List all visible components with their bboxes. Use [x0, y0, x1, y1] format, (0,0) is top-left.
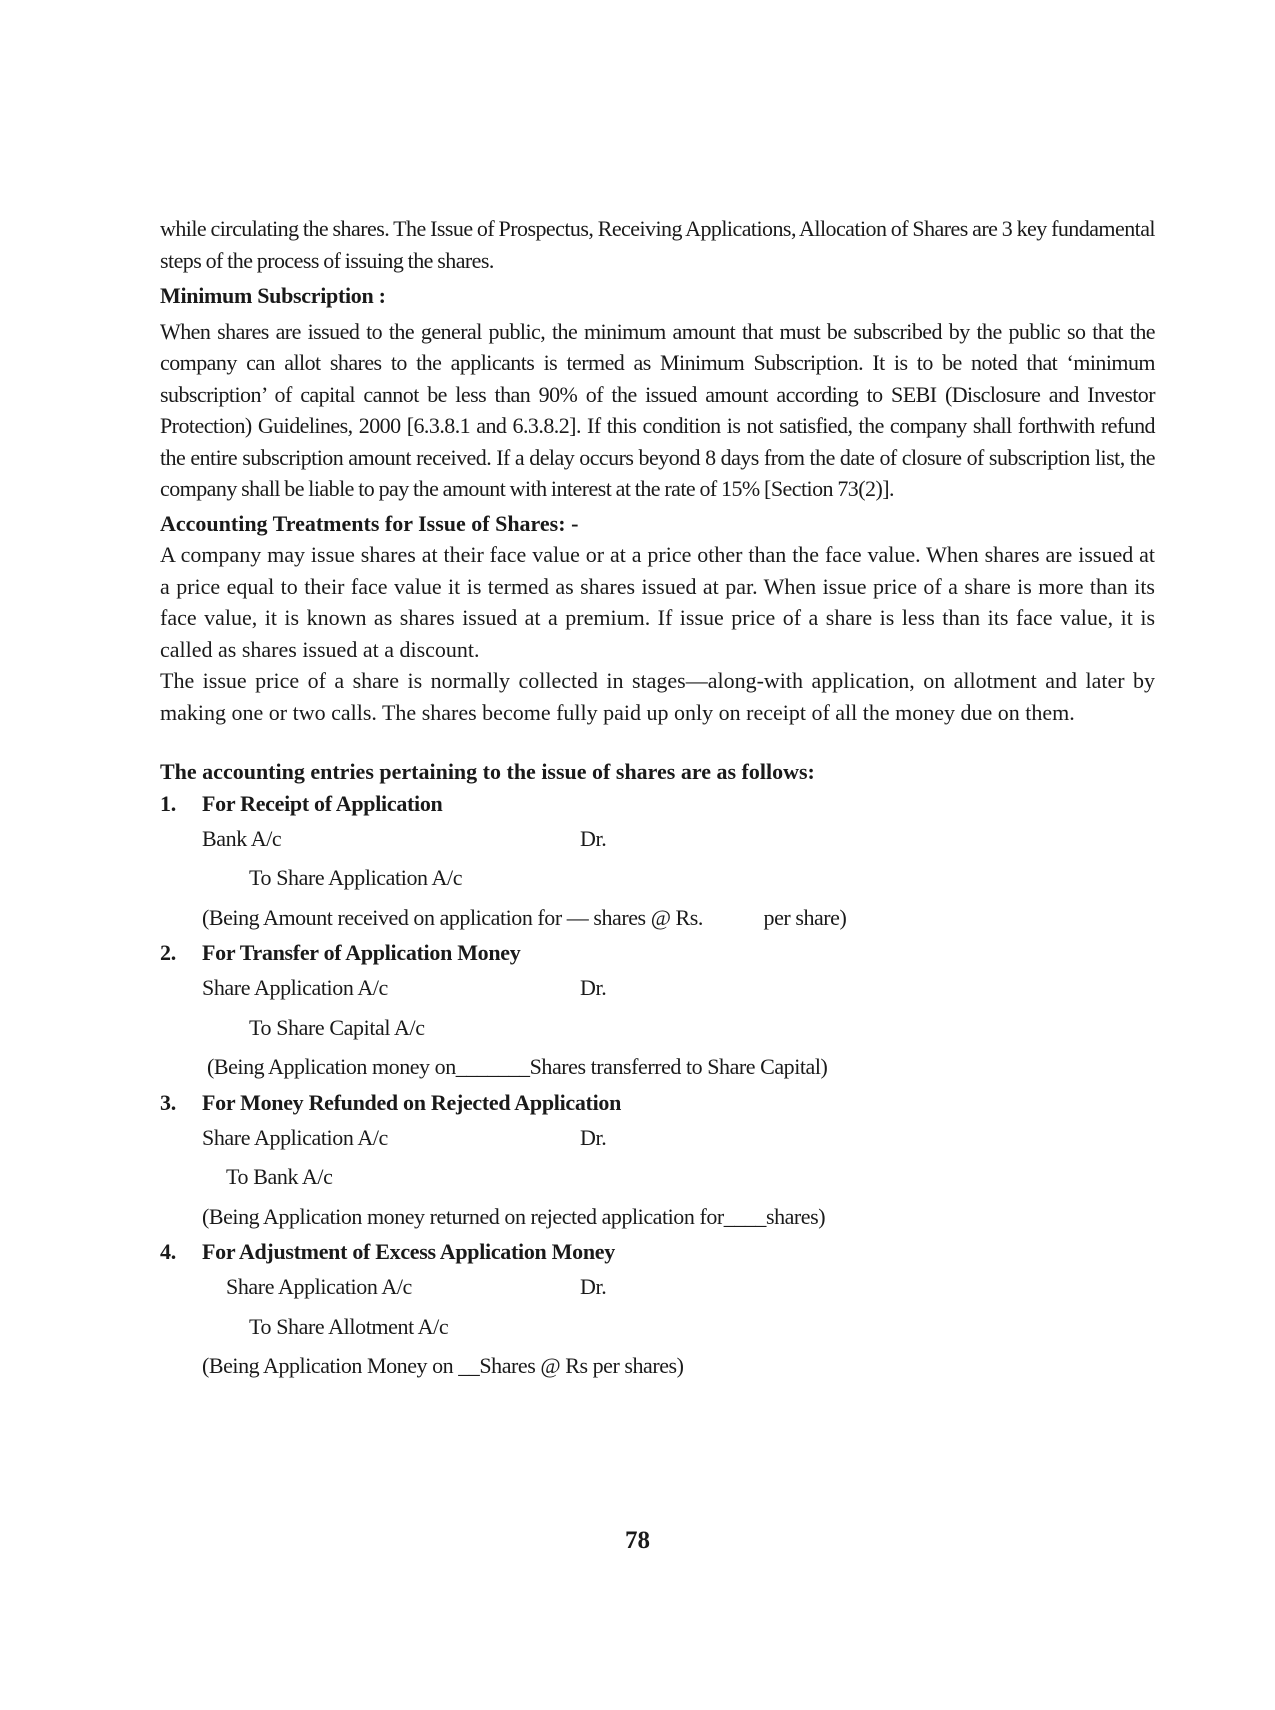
entry-number: 1.	[160, 790, 176, 816]
debit-marker: Dr.	[580, 975, 607, 1000]
entry-number: 4.	[160, 1239, 176, 1264]
narration: (Being Application money on_______Shares transferred to Share Capital)	[207, 1054, 828, 1079]
narration: (Being Application Money on __Shares @ Rs per shares)	[202, 1353, 684, 1378]
debit-account: Share Application A/c	[202, 975, 388, 1000]
entries-heading: The accounting entries pertaining to the issue of shares are as follows:	[160, 759, 815, 784]
debit-marker: Dr.	[580, 1124, 607, 1150]
accounting-paragraph-2: The issue price of a share is normally collected in stages—along-with application, on allotment and later by making one or two calls. The shares become fully paid up only on receipt of all the money due on them.	[160, 668, 1155, 725]
accounting-treatments-heading: Accounting Treatments for Issue of Shares: -	[160, 510, 579, 536]
entry-title-text: For Receipt of Application	[202, 790, 443, 816]
credit-account: To Share Application A/c	[249, 865, 463, 890]
entry-title	[160, 788, 1155, 819]
page-number: 78	[625, 1527, 650, 1554]
debit-marker: Dr.	[580, 825, 607, 851]
debit-account: Bank A/c	[202, 825, 282, 851]
entry-title-text: For Adjustment of Excess Application Money	[202, 1239, 615, 1264]
narration: (Being Application money returned on rejected application for____shares)	[202, 1203, 826, 1229]
entry-title-text: For Transfer of Application Money	[202, 940, 521, 965]
debit-account: Share Application A/c	[226, 1274, 412, 1299]
debit-marker: Dr.	[580, 1274, 607, 1299]
credit-account: To Share Allotment A/c	[249, 1313, 449, 1339]
journal-entry	[160, 788, 1155, 938]
narration: (Being Amount received on application for — shares @ Rs. per share)	[202, 904, 847, 930]
entry-title-text: For Money Refunded on Rejected Application	[202, 1089, 622, 1115]
page-content	[160, 213, 1155, 1386]
minimum-subscription-heading: Minimum Subscription :	[160, 283, 386, 308]
entry-number: 3.	[160, 1089, 176, 1115]
entry-title	[160, 1236, 1155, 1267]
credit-account: To Bank A/c	[226, 1164, 333, 1189]
accounting-paragraph-1: A company may issue shares at their face value or at a price other than the face value. When shares are issued at a price equal to their face value it is termed as shares issued at par. When issue price of a share is more than its face value, it is known as shares issued at a premium. If issue price of a share is less than its face value, it is called as shares issued at a discount.	[160, 542, 1155, 662]
debit-account: Share Application A/c	[202, 1124, 388, 1150]
entry-title	[160, 937, 1155, 968]
entry-title	[160, 1087, 1155, 1118]
journal-entry	[160, 937, 1155, 1087]
journal-entry	[160, 1236, 1155, 1386]
journal-entry	[160, 1087, 1155, 1237]
credit-account: To Share Capital A/c	[249, 1014, 425, 1040]
entry-number: 2.	[160, 940, 176, 965]
minimum-subscription-paragraph: When shares are issued to the general public, the minimum amount that must be subscribed by the public so that the company can allot shares to the applicants is termed as Minimum Subscription. It is to be noted that ‘minimum subscription’ of capital cannot be less than 90% of the issued amount according to SEBI (Disclosure and Investor Protection) Guidelines, 2000 [6.3.8.1 and 6.3.8.2]. If this condition is not satisfied, the company shall forthwith refund the entire subscription amount received. If a delay occurs beyond 8 days from the date of closure of subscription list, the company shall be liable to pay the amount with interest at the rate of 15% [Section 73(2)].	[160, 318, 1155, 501]
intro-paragraph: while circulating the shares. The Issue of Prospectus, Receiving Applications, Allocation of Shares are 3 key fundamental steps of the process of issuing the shares.	[160, 216, 1155, 273]
